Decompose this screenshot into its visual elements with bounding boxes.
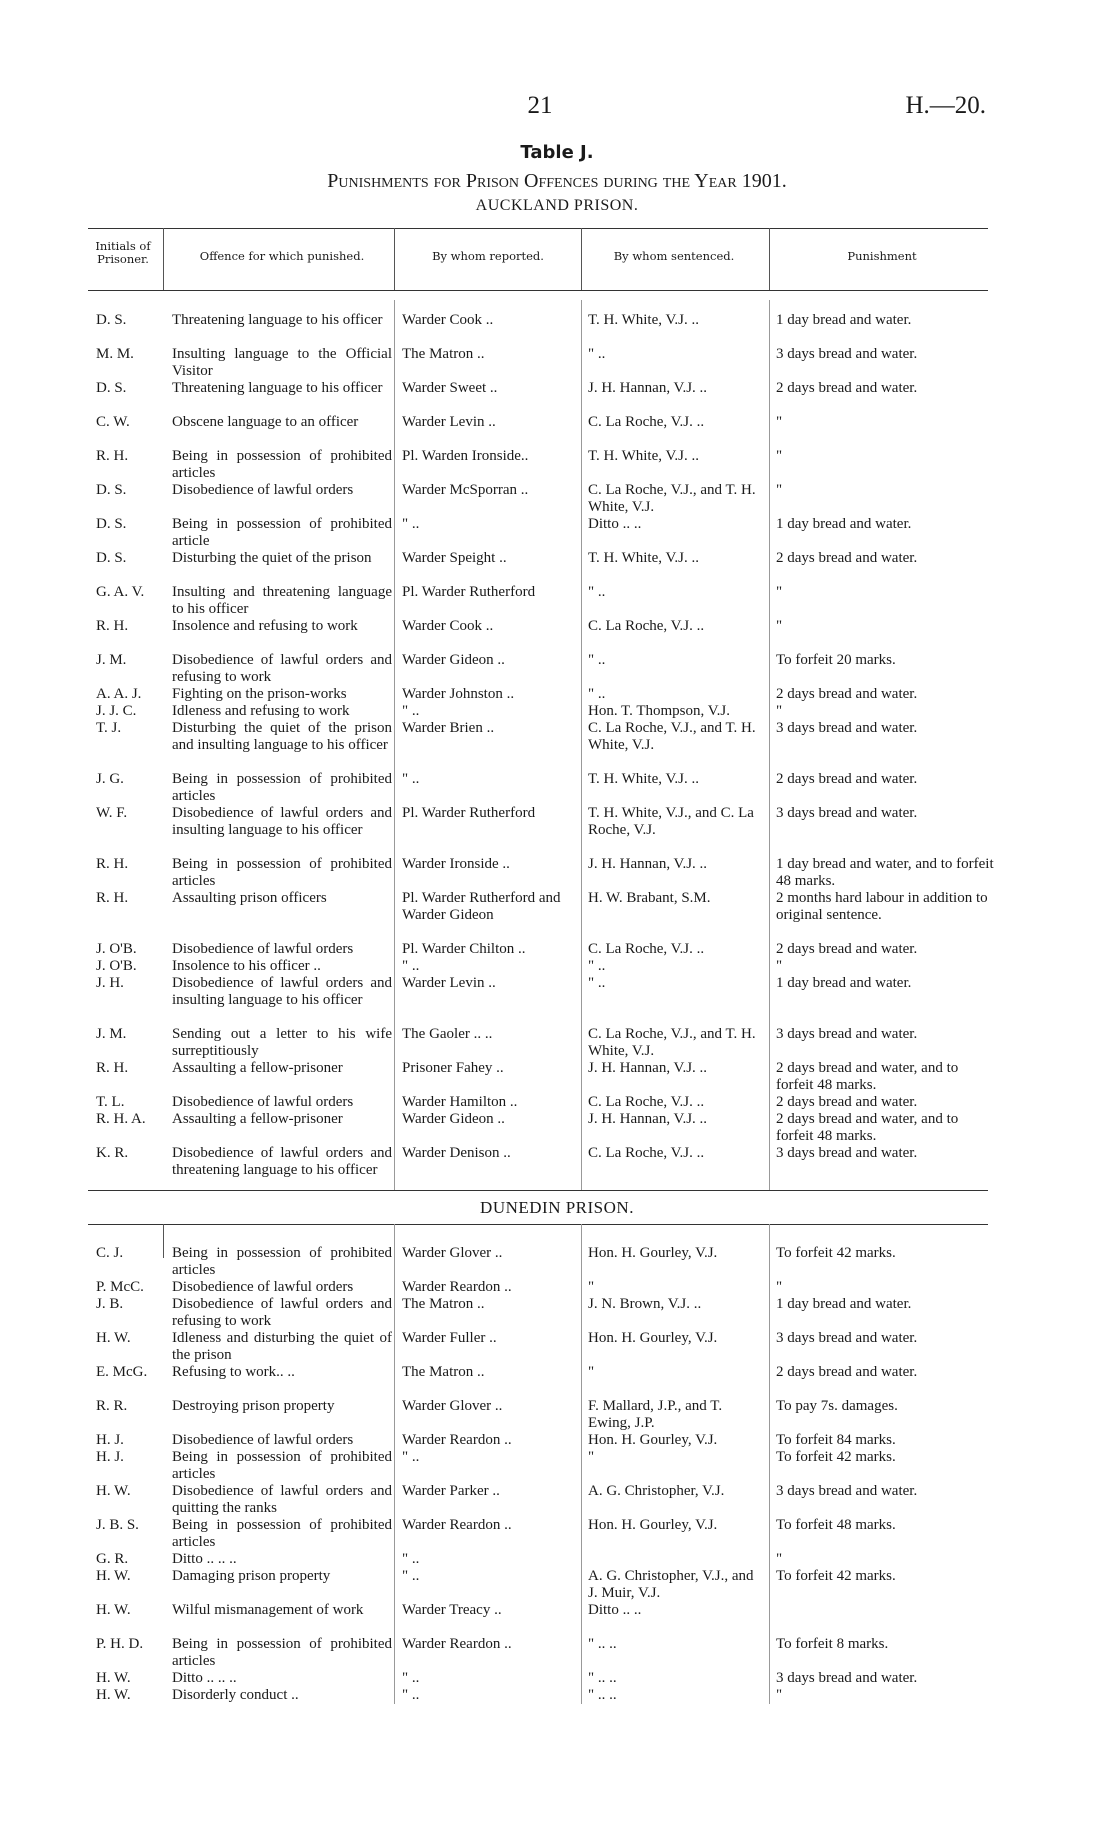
offence-cell: Sending out a letter to his wife surreptitiously — [172, 1026, 392, 1059]
punishment-cell: 3 days bread and water. — [776, 1483, 918, 1499]
offence-cell: Disobedience of lawful orders and refusing to work — [172, 1296, 392, 1329]
reported-by-cell: Warder Reardon .. — [402, 1636, 512, 1652]
sentenced-by-cell: Ditto .. .. — [588, 1602, 642, 1618]
column-divider — [581, 300, 582, 1190]
punishment-cell: 1 day bread and water, and to forfeit 48 marks. — [776, 856, 994, 889]
sentenced-by-cell: " .. .. — [588, 1636, 617, 1652]
reported-by-cell: Warder Reardon .. — [402, 1517, 512, 1533]
column-divider — [394, 300, 395, 1190]
column-divider — [394, 1224, 395, 1704]
offence-cell: Threatening language to his officer — [172, 380, 383, 396]
prisoner-initials: H. J. — [96, 1449, 124, 1465]
punishment-cell: " — [776, 1551, 783, 1567]
sentenced-by-cell: " .. — [588, 686, 606, 702]
reported-by-cell: Warder Parker .. — [402, 1483, 500, 1499]
sentenced-by-cell: T. H. White, V.J. .. — [588, 550, 699, 566]
offence-cell: Being in possession of prohibited articles — [172, 856, 392, 889]
column-divider — [394, 228, 395, 290]
punishment-cell: 2 days bread and water. — [776, 686, 918, 702]
section-heading-dunedin: DUNEDIN PRISON. — [480, 1198, 634, 1217]
punishment-cell: 3 days bread and water. — [776, 1670, 918, 1686]
prisoner-initials: J. O'B. — [96, 958, 137, 974]
prisoner-initials: J. O'B. — [96, 941, 137, 957]
prisoner-initials: H. W. — [96, 1330, 131, 1346]
reported-by-cell: The Matron .. — [402, 1296, 485, 1312]
reported-by-cell: The Matron .. — [402, 346, 485, 362]
prisoner-initials: H. W. — [96, 1568, 131, 1584]
reported-by-cell: " .. — [402, 516, 420, 532]
offence-cell: Assaulting a fellow-prisoner — [172, 1060, 343, 1076]
offence-cell: Disobedience of lawful orders and quitting the ranks — [172, 1483, 392, 1516]
sentenced-by-cell: H. W. Brabant, S.M. — [588, 890, 711, 906]
prisoner-initials: R. H. — [96, 890, 129, 906]
offence-cell: Disobedience of lawful orders and refusing to work — [172, 652, 392, 685]
prisoner-initials: D. S. — [96, 380, 127, 396]
punishment-cell: 3 days bread and water. — [776, 346, 918, 362]
sentenced-by-cell: T. H. White, V.J., and C. La Roche, V.J. — [588, 805, 754, 838]
prisoner-initials: R. H. — [96, 448, 129, 464]
sentenced-by-cell: C. La Roche, V.J., and T. H. White, V.J. — [588, 1026, 756, 1059]
offence-cell: Disobedience of lawful orders — [172, 482, 354, 498]
prisoner-initials: R. H. — [96, 856, 129, 872]
offence-cell: Being in possession of prohibited article — [172, 516, 392, 549]
punishment-cell: 3 days bread and water. — [776, 1026, 918, 1042]
offence-cell: Disobedience of lawful orders and insulting language to his officer — [172, 805, 392, 838]
offence-cell: Disobedience of lawful orders and threatening language to his officer — [172, 1145, 392, 1178]
offence-cell: Insulting and threatening language to his officer — [172, 584, 392, 617]
offence-cell: Disturbing the quiet of the prison and insulting language to his officer — [172, 720, 392, 753]
reported-by-cell: Warder Cook .. — [402, 312, 494, 328]
offence-cell: Threatening language to his officer — [172, 312, 383, 328]
offence-cell: Ditto .. .. .. — [172, 1670, 237, 1686]
reported-by-cell: " .. — [402, 1687, 420, 1703]
table-title: Table J. — [520, 142, 594, 163]
sentenced-by-cell: J. H. Hannan, V.J. .. — [588, 1111, 708, 1127]
offence-cell: Being in possession of prohibited articles — [172, 448, 392, 481]
offence-cell: Being in possession of prohibited articles — [172, 1245, 392, 1278]
offence-cell: Idleness and disturbing the quiet of the prison — [172, 1330, 392, 1363]
sentenced-by-cell: J. H. Hannan, V.J. .. — [588, 856, 708, 872]
reported-by-cell: " .. — [402, 771, 420, 787]
offence-cell: Being in possession of prohibited articles — [172, 1636, 392, 1669]
prisoner-initials: D. S. — [96, 516, 127, 532]
punishment-cell: To forfeit 20 marks. — [776, 652, 896, 668]
table-subtitle: Punishments for Prison Offences during the Year 1901. — [327, 170, 787, 192]
offence-cell: Disobedience of lawful orders and insulting language to his officer — [172, 975, 392, 1008]
punishment-cell: 2 days bread and water. — [776, 771, 918, 787]
prisoner-initials: P. McC. — [96, 1279, 144, 1295]
sentenced-by-cell: C. La Roche, V.J., and T. H. White, V.J. — [588, 482, 756, 515]
punishment-cell: 1 day bread and water. — [776, 975, 912, 991]
prisoner-initials: R. H. A. — [96, 1111, 146, 1127]
offence-cell: Fighting on the prison-works — [172, 686, 347, 702]
punishment-cell: 3 days bread and water. — [776, 805, 918, 821]
reported-by-cell: " .. — [402, 958, 420, 974]
sentenced-by-cell: " .. — [588, 584, 606, 600]
sentenced-by-cell: Hon. T. Thompson, V.J. — [588, 703, 730, 719]
punishment-cell: " — [776, 584, 783, 600]
offence-cell: Obscene language to an officer — [172, 414, 359, 430]
reported-by-cell: " .. — [402, 1551, 420, 1567]
sentenced-by-cell: " — [588, 1364, 595, 1380]
reported-by-cell: Warder Hamilton .. — [402, 1094, 518, 1110]
reported-by-cell: Warder Johnston .. — [402, 686, 515, 702]
punishment-cell: 3 days bread and water. — [776, 1145, 918, 1161]
reported-by-cell: Warder Speight .. — [402, 550, 507, 566]
page-number: 21 — [527, 92, 553, 119]
offence-cell: Insulting language to the Official Visitor — [172, 346, 392, 379]
punishment-cell: To forfeit 8 marks. — [776, 1636, 889, 1652]
sentenced-by-cell: F. Mallard, J.P., and T. Ewing, J.P. — [588, 1398, 723, 1431]
prisoner-initials: H. W. — [96, 1483, 131, 1499]
punishment-cell: 1 day bread and water. — [776, 516, 912, 532]
sentenced-by-cell: " .. — [588, 975, 606, 991]
sentenced-by-cell: " .. .. — [588, 1687, 617, 1703]
section-heading-auckland: AUCKLAND PRISON. — [475, 197, 639, 214]
prisoner-initials: K. R. — [96, 1145, 129, 1161]
reported-by-cell: Pl. Warder Chilton .. — [402, 941, 526, 957]
reported-by-cell: Pl. Warder Rutherford — [402, 805, 536, 821]
column-header-offence: Offence for which punished. — [199, 249, 365, 263]
punishment-cell: 2 days bread and water, and to forfeit 48 marks. — [776, 1060, 959, 1093]
prisoner-initials: H. W. — [96, 1602, 131, 1618]
reported-by-cell: " .. — [402, 1449, 420, 1465]
punishment-cell: " — [776, 1687, 783, 1703]
column-header-initials: Initials of Prisoner. — [95, 239, 151, 266]
prisoner-initials: R. H. — [96, 1060, 129, 1076]
punishment-cell: " — [776, 448, 783, 464]
reported-by-cell: Warder Sweet .. — [402, 380, 498, 396]
reported-by-cell: Warder Levin .. — [402, 975, 496, 991]
prisoner-initials: D. S. — [96, 482, 127, 498]
offence-cell: Being in possession of prohibited articles — [172, 1517, 392, 1550]
column-header-sentenced: By whom sentenced. — [613, 249, 735, 263]
reported-by-cell: Warder Gideon .. — [402, 652, 505, 668]
reported-by-cell: Warder Gideon .. — [402, 1111, 505, 1127]
sentenced-by-cell: J. H. Hannan, V.J. .. — [588, 380, 708, 396]
prisoner-initials: R. R. — [96, 1398, 128, 1414]
reported-by-cell: Warder Glover .. — [402, 1245, 503, 1261]
prisoner-initials: C. W. — [96, 414, 130, 430]
punishment-cell: " — [776, 618, 783, 634]
header-bottom-rule — [88, 290, 988, 291]
document-reference: H.—20. — [905, 92, 986, 119]
punishment-cell: To forfeit 84 marks. — [776, 1432, 896, 1448]
punishment-cell: 2 days bread and water. — [776, 941, 918, 957]
offence-cell: Damaging prison property — [172, 1568, 331, 1584]
prisoner-initials: H. W. — [96, 1670, 131, 1686]
prisoner-initials: P. H. D. — [96, 1636, 144, 1652]
reported-by-cell: Pl. Warder Rutherford and Warder Gideon — [402, 890, 561, 923]
sentenced-by-cell: Hon. H. Gourley, V.J. — [588, 1432, 718, 1448]
prisoner-initials: D. S. — [96, 550, 127, 566]
prisoner-initials: W. F. — [96, 805, 128, 821]
prisoner-initials: J. B. — [96, 1296, 124, 1312]
punishment-cell: 3 days bread and water. — [776, 720, 918, 736]
offence-cell: Refusing to work.. .. — [172, 1364, 295, 1380]
offence-cell: Being in possession of prohibited articles — [172, 1449, 392, 1482]
reported-by-cell: Pl. Warden Ironside.. — [402, 448, 529, 464]
sentenced-by-cell: C. La Roche, V.J. .. — [588, 618, 705, 634]
column-header-reported: By whom reported. — [432, 249, 544, 263]
offence-cell: Assaulting prison officers — [172, 890, 327, 906]
prisoner-initials: E. McG. — [96, 1364, 148, 1380]
sentenced-by-cell: " .. — [588, 958, 606, 974]
prisoner-initials: J. H. — [96, 975, 124, 991]
sentenced-by-cell: C. La Roche, V.J., and T. H. White, V.J. — [588, 720, 756, 753]
column-divider — [769, 1224, 770, 1704]
sentenced-by-cell: C. La Roche, V.J. .. — [588, 1094, 705, 1110]
punishment-cell: To forfeit 48 marks. — [776, 1517, 896, 1533]
punishment-cell: 3 days bread and water. — [776, 1330, 918, 1346]
sentenced-by-cell: A. G. Christopher, V.J. — [588, 1483, 725, 1499]
punishment-cell: 2 days bread and water. — [776, 380, 918, 396]
punishment-cell: To forfeit 42 marks. — [776, 1568, 896, 1584]
offence-cell: Destroying prison property — [172, 1398, 335, 1414]
prisoner-initials: G. R. — [96, 1551, 129, 1567]
reported-by-cell: Warder Denison .. — [402, 1145, 511, 1161]
punishment-cell: 2 days bread and water. — [776, 550, 918, 566]
reported-by-cell: " .. — [402, 1670, 420, 1686]
offence-cell: Insolence to his officer .. — [172, 958, 321, 974]
reported-by-cell: Warder Treacy .. — [402, 1602, 502, 1618]
reported-by-cell: The Gaoler .. .. — [402, 1026, 493, 1042]
auckland-section-end-rule — [88, 1190, 988, 1191]
reported-by-cell: Warder Reardon .. — [402, 1279, 512, 1295]
punishment-cell: " — [776, 1279, 783, 1295]
sentenced-by-cell: " — [588, 1449, 595, 1465]
sentenced-by-cell: C. La Roche, V.J. .. — [588, 941, 705, 957]
offence-cell: Disobedience of lawful orders — [172, 1279, 354, 1295]
prisoner-initials: M. M. — [96, 346, 134, 362]
sentenced-by-cell: T. H. White, V.J. .. — [588, 448, 699, 464]
punishment-cell: 1 day bread and water. — [776, 1296, 912, 1312]
reported-by-cell: Warder Cook .. — [402, 618, 494, 634]
reported-by-cell: Warder Ironside .. — [402, 856, 510, 872]
punishment-cell: To forfeit 42 marks. — [776, 1449, 896, 1465]
column-divider — [769, 300, 770, 1190]
sentenced-by-cell: " — [588, 1279, 595, 1295]
sentenced-by-cell: T. H. White, V.J. .. — [588, 312, 699, 328]
offence-cell: Being in possession of prohibited articles — [172, 771, 392, 804]
punishment-cell: To pay 7s. damages. — [776, 1398, 898, 1414]
prisoner-initials: T. J. — [96, 720, 122, 736]
offence-cell: Disobedience of lawful orders — [172, 941, 354, 957]
prisoner-initials: D. S. — [96, 312, 127, 328]
punishment-cell: To forfeit 42 marks. — [776, 1245, 896, 1261]
punishment-cell: 2 days bread and water, and to forfeit 48 marks. — [776, 1111, 959, 1144]
prisoner-initials: J. M. — [96, 652, 127, 668]
offence-cell: Assaulting a fellow-prisoner — [172, 1111, 343, 1127]
sentenced-by-cell: C. La Roche, V.J. .. — [588, 1145, 705, 1161]
sentenced-by-cell: C. La Roche, V.J. .. — [588, 414, 705, 430]
punishment-cell: 2 days bread and water. — [776, 1094, 918, 1110]
dunedin-header-rule — [88, 1224, 988, 1225]
reported-by-cell: Pl. Warder Rutherford — [402, 584, 536, 600]
sentenced-by-cell: " .. .. — [588, 1670, 617, 1686]
prisoner-initials: G. A. V. — [96, 584, 145, 600]
punishment-cell: " — [776, 482, 783, 498]
offence-cell: Ditto .. .. .. — [172, 1551, 237, 1567]
reported-by-cell: Warder Brien .. — [402, 720, 495, 736]
sentenced-by-cell: T. H. White, V.J. .. — [588, 771, 699, 787]
sentenced-by-cell: Hon. H. Gourley, V.J. — [588, 1330, 718, 1346]
prisoner-initials: C. J. — [96, 1245, 124, 1261]
reported-by-cell: " .. — [402, 703, 420, 719]
prisoner-initials: R. H. — [96, 618, 129, 634]
offence-cell: Idleness and refusing to work — [172, 703, 350, 719]
sentenced-by-cell: Hon. H. Gourley, V.J. — [588, 1245, 718, 1261]
sentenced-by-cell: J. N. Brown, V.J. .. — [588, 1296, 702, 1312]
offence-cell: Disobedience of lawful orders — [172, 1094, 354, 1110]
reported-by-cell: " .. — [402, 1568, 420, 1584]
sentenced-by-cell: A. G. Christopher, V.J., and J. Muir, V.J. — [588, 1568, 754, 1601]
offence-cell: Disobedience of lawful orders — [172, 1432, 354, 1448]
reported-by-cell: Warder Glover .. — [402, 1398, 503, 1414]
reported-by-cell: Warder Fuller .. — [402, 1330, 497, 1346]
prisoner-initials: A. A. J. — [96, 686, 142, 702]
sentenced-by-cell: J. H. Hannan, V.J. .. — [588, 1060, 708, 1076]
punishment-cell: " — [776, 414, 783, 430]
table-top-rule — [88, 228, 988, 229]
sentenced-by-cell: Hon. H. Gourley, V.J. — [588, 1517, 718, 1533]
offence-cell: Disturbing the quiet of the prison — [172, 550, 372, 566]
column-divider — [581, 1224, 582, 1704]
prisoner-initials: H. W. — [96, 1687, 131, 1703]
offence-cell: Wilful mismanagement of work — [172, 1602, 364, 1618]
prisoner-initials: J. G. — [96, 771, 124, 787]
prisoner-initials: J. M. — [96, 1026, 127, 1042]
prisoner-initials: H. J. — [96, 1432, 124, 1448]
punishment-cell: 1 day bread and water. — [776, 312, 912, 328]
offence-cell: Disorderly conduct .. — [172, 1687, 299, 1703]
offence-cell: Insolence and refusing to work — [172, 618, 358, 634]
prisoner-initials: J. B. S. — [96, 1517, 139, 1533]
sentenced-by-cell: " .. — [588, 652, 606, 668]
prisoner-initials: J. J. C. — [96, 703, 137, 719]
punishment-cell: 2 days bread and water. — [776, 1364, 918, 1380]
punishment-cell: 2 months hard labour in addition to original sentence. — [776, 890, 988, 923]
reported-by-cell: Warder McSporran .. — [402, 482, 529, 498]
punishment-cell: " — [776, 958, 783, 974]
reported-by-cell: Prisoner Fahey .. — [402, 1060, 504, 1076]
column-divider — [163, 228, 164, 290]
reported-by-cell: Warder Levin .. — [402, 414, 496, 430]
prisoner-initials: T. L. — [96, 1094, 125, 1110]
reported-by-cell: Warder Reardon .. — [402, 1432, 512, 1448]
reported-by-cell: The Matron .. — [402, 1364, 485, 1380]
sentenced-by-cell: " .. — [588, 346, 606, 362]
column-header-punishment: Punishment — [847, 249, 917, 263]
column-divider — [581, 228, 582, 290]
sentenced-by-cell: Ditto .. .. — [588, 516, 642, 532]
punishment-cell: " — [776, 703, 783, 719]
column-divider — [769, 228, 770, 290]
